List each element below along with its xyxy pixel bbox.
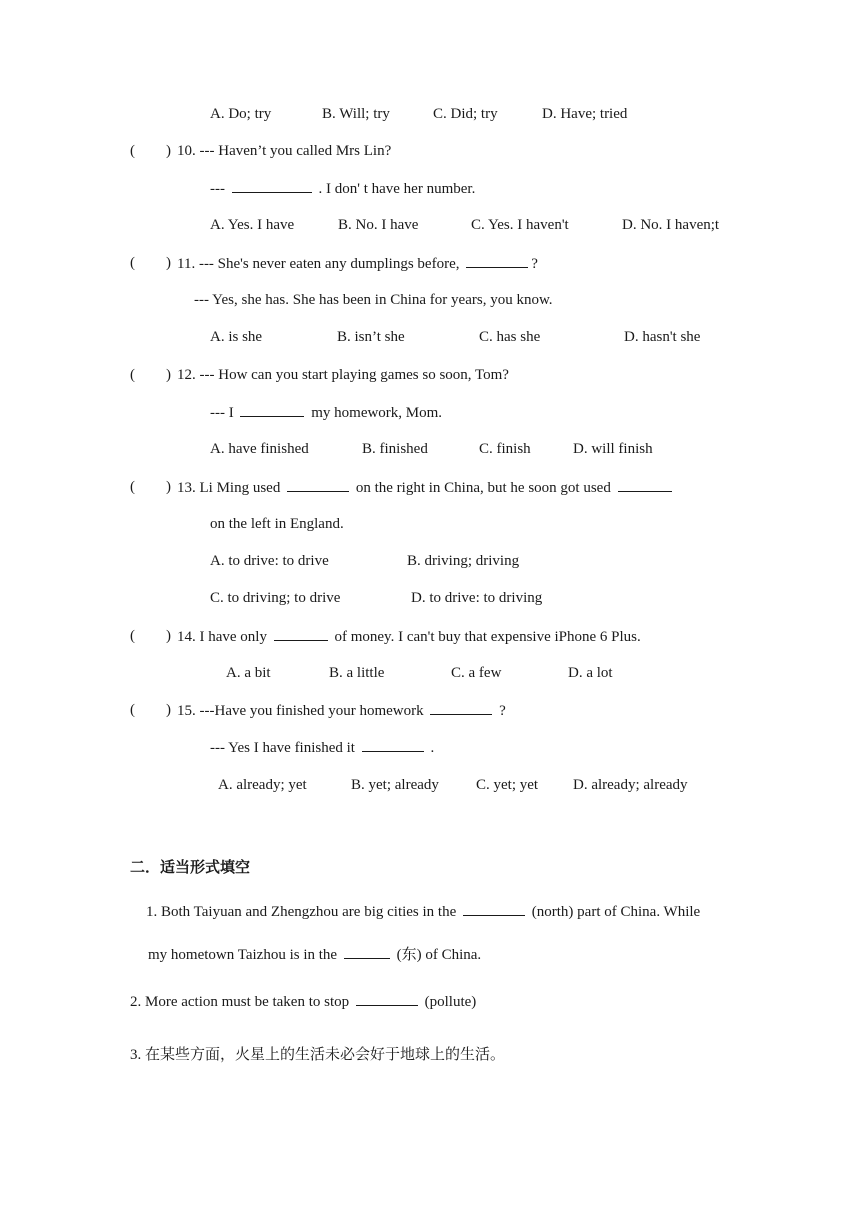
fill-item-2-blank[interactable] (356, 992, 418, 1006)
fill-item-1-text-a: 1. Both Taiyuan and Zhengzhou are big cities in the (146, 904, 457, 920)
q15-reply-prefix: --- Yes I have finished it (210, 740, 355, 756)
q12-answer-open-paren: ( (130, 367, 135, 383)
q12-option-b: B. finished (362, 441, 428, 457)
q10-answer-open-paren: ( (130, 143, 135, 159)
q15-reply (210, 738, 434, 757)
q9-option-b: B. Will; try (322, 106, 390, 122)
q13-stem-continued: on the left in England. (210, 516, 344, 532)
q14-stem (177, 627, 641, 646)
q10-option-a: A. Yes. I have (210, 217, 295, 233)
q15-stem (177, 701, 506, 720)
q11-stem (177, 254, 538, 273)
q11-answer-open-paren: ( (130, 255, 135, 271)
q10-stem: 10. --- Haven’t you called Mrs Lin? (177, 143, 392, 159)
fill-item-1-blank-2[interactable] (344, 945, 390, 959)
q12-stem: 12. --- How can you start playing games so soon, Tom? (177, 367, 509, 383)
q14-option-a: A. a bit (226, 665, 271, 681)
q9-option-c: C. Did; try (433, 106, 498, 122)
q13-option-b: B. driving; driving (407, 553, 520, 569)
q12-reply (210, 403, 442, 422)
q15-blank-2[interactable] (362, 738, 424, 752)
q15-answer-close-paren: ) (166, 702, 171, 718)
q15-option-c: C. yet; yet (476, 777, 539, 793)
q10-reply (210, 179, 475, 198)
q11-stem-end: ? (531, 256, 538, 272)
fill-item-1-text-c: my hometown Taizhou is in the (148, 947, 338, 963)
q15-blank-1[interactable] (430, 701, 492, 715)
fill-item-2 (130, 992, 476, 1011)
section-2-heading: 二．适当形式填空 (130, 858, 251, 876)
q10-answer-close-paren: ) (166, 143, 171, 159)
fill-item-1-line-1 (146, 902, 700, 921)
fill-item-1-line-2 (148, 945, 481, 964)
q15-option-a: A. already; yet (218, 777, 307, 793)
q12-reply-suffix: my homework, Mom. (311, 405, 443, 421)
q11-option-d: D. hasn't she (624, 329, 701, 345)
q14-answer-close-paren: ) (166, 628, 171, 644)
q10-option-c: C. Yes. I haven't (471, 217, 569, 233)
q11-stem-text: 11. --- She's never eaten any dumplings before, (177, 256, 460, 272)
q12-reply-prefix: --- I (210, 405, 234, 421)
q10-reply-prefix: --- (210, 181, 225, 197)
q12-option-c: C. finish (479, 441, 531, 457)
q9-option-a: A. Do; try (210, 106, 272, 122)
fill-item-3-text: 在某些方面，火星上的生活未必会好于地球上的生活。 (145, 1045, 506, 1063)
q15-stem-text: 15. ---Have you finished your homework (177, 703, 424, 719)
q15-option-b: B. yet; already (351, 777, 439, 793)
q13-blank-1[interactable] (287, 478, 349, 492)
fill-item-3-number: 3. (130, 1047, 142, 1063)
q15-option-d: D. already; already (573, 777, 688, 793)
fill-item-2-text-a: 2. More action must be taken to stop (130, 994, 350, 1010)
fill-item-1-text-b: (north) part of China. While (531, 904, 701, 920)
q14-option-b: B. a little (329, 665, 385, 681)
q12-answer-close-paren: ) (166, 367, 171, 383)
q13-blank-2[interactable] (618, 478, 672, 492)
q13-option-d: D. to drive: to driving (411, 590, 543, 606)
q15-answer-open-paren: ( (130, 702, 135, 718)
fill-item-1-text-d: (东) of China. (396, 947, 482, 963)
q13-stem-b: on the right in China, but he soon got used (355, 480, 611, 496)
q14-answer-open-paren: ( (130, 628, 135, 644)
q12-blank[interactable] (240, 403, 304, 417)
q10-option-d: D. No. I haven;t (622, 217, 720, 233)
q11-reply: --- Yes, she has. She has been in China for years, you know. (194, 292, 553, 308)
q11-answer-close-paren: ) (166, 255, 171, 271)
q9-option-d: D. Have; tried (542, 106, 628, 122)
q13-answer-close-paren: ) (166, 479, 171, 495)
q11-option-b: B. isn’t she (337, 329, 405, 345)
q14-stem-b: of money. I can't buy that expensive iPhone 6 Plus. (334, 629, 641, 645)
q10-blank[interactable] (232, 179, 312, 193)
q12-option-a: A. have finished (210, 441, 309, 457)
q11-option-a: A. is she (210, 329, 263, 345)
q13-stem-a: 13. Li Ming used (177, 480, 281, 496)
fill-item-1-blank-1[interactable] (463, 902, 525, 916)
q15-stem-end: ? (499, 703, 506, 719)
q12-option-d: D. will finish (573, 441, 653, 457)
q14-option-d: D. a lot (568, 665, 613, 681)
fill-item-2-text-b: (pollute) (424, 994, 477, 1010)
q14-blank[interactable] (274, 627, 328, 641)
q13-answer-open-paren: ( (130, 479, 135, 495)
q13-stem (177, 478, 675, 497)
q14-option-c: C. a few (451, 665, 502, 681)
q11-option-c: C. has she (479, 329, 541, 345)
q13-option-a: A. to drive: to drive (210, 553, 329, 569)
q10-option-b: B. No. I have (338, 217, 419, 233)
q13-option-c: C. to driving; to drive (210, 590, 341, 606)
q15-reply-end: . (430, 740, 435, 756)
q11-blank[interactable] (466, 254, 528, 268)
q10-reply-suffix: . I don' t have her number. (318, 181, 476, 197)
fill-item-3 (130, 1045, 505, 1064)
q14-stem-a: 14. I have only (177, 629, 267, 645)
